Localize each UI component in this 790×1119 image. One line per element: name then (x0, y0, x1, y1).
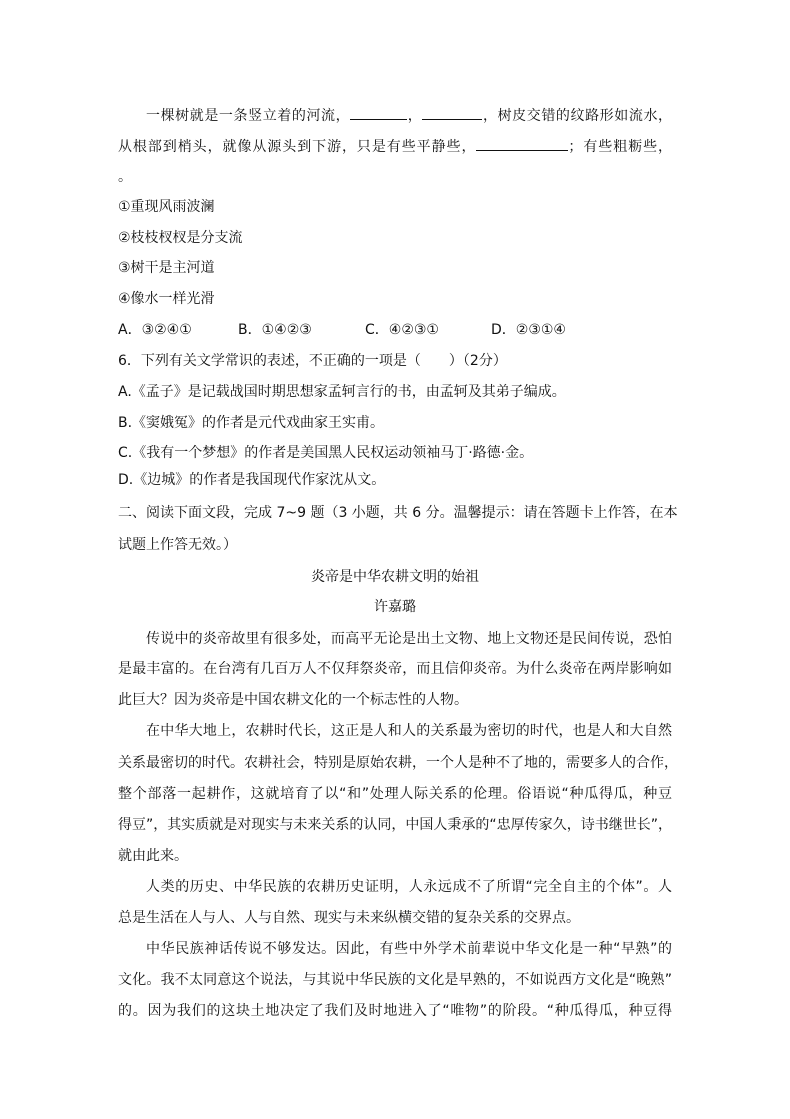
article-line: 是最丰富的。在台湾有几百万人不仅拜祭炎帝，而且信仰炎帝。为什么炎帝在两岸影响如 (118, 661, 672, 677)
article-line: 整个部落一起耕作，这就培育了以“和”处理人际关系的伦理。俗语说“种瓜得瓜，种豆 (118, 786, 672, 802)
q6-stem: 6．下列有关文学常识的表述，不正确的一项是（ ）（2分） (118, 353, 507, 369)
article-line: 此巨大？因为炎帝是中国农耕文化的一个标志性的人物。 (118, 692, 468, 708)
q5-item: ②枝枝杈杈是分支流 (118, 230, 243, 246)
q5-line-1: 一棵树就是一条竖立着的河流， ， ，树皮交错的纹路形如流水， (146, 105, 672, 125)
q5-option-b: B．①④②③ (238, 322, 312, 338)
q5-option-c: C．④②③① (365, 322, 439, 338)
q6-option-a: A.《孟子》是记载战国时期思想家孟轲言行的书，由孟轲及其弟子编成。 (118, 384, 566, 400)
article-line: 得豆”，其实质就是对现实与未来关系的认同，中国人秉承的“忠厚传家久，诗书继世长”， (118, 817, 672, 833)
article-line: 传说中的炎帝故里有很多处，而高平无论是出土文物、地上文物还是民间传说，恐怕 (146, 631, 672, 647)
article-author: 许嘉璐 (374, 599, 416, 615)
article-line: 人类的历史、中华民族的农耕历史证明，人永远成不了所谓“完全自主的个体”。人 (146, 879, 672, 895)
article-line: 就由此来。 (118, 848, 188, 864)
q6-option-b: B.《窦娥冤》的作者是元代戏曲家王实甫。 (118, 415, 385, 431)
q5-item: ③树干是主河道 (118, 260, 215, 276)
article-line: 文化。我不太同意这个说法，与其说中华民族的文化是早熟的，不如说西方文化是“晚熟” (118, 972, 672, 988)
article-title: 炎帝是中华农耕文明的始祖 (311, 569, 479, 585)
article-line: 关系最密切的时代。农耕社会，特别是原始农耕，一个人是种不了地的，需要多人的合作， (118, 755, 678, 771)
q5-item: ④像水一样光滑 (118, 291, 215, 307)
article-line: 中华民族神话传说不够发达。因此，有些中外学术前辈说中华文化是一种“早熟”的 (146, 941, 672, 957)
q5-line-2: 从根部到梢头，就像从源头到下游，只是有些平静些， ；有些粗粝些， (118, 136, 672, 156)
answer-blank-1 (350, 105, 407, 120)
q6-option-d: D.《边城》的作者是我国现代作家沈从文。 (118, 472, 386, 488)
answer-blank-3 (476, 136, 568, 151)
article-line: 总是生活在人与人、人与自然、现实与未来纵横交错的复杂关系的交界点。 (118, 910, 580, 926)
q5-options (118, 320, 566, 340)
article-line: 在中华大地上，农耕时代长，这正是人和人的关系最为密切的时代，也是人和大自然 (146, 723, 672, 739)
section2-heading-line-1: 二、阅读下面文段，完成 7~9 题（3 小题，共 6 分。温馨提示：请在答题卡上作答，在本 (118, 505, 678, 521)
section2-heading-line-2: 试题上作答无效。） (118, 537, 237, 553)
q5-option-d: D．②③①④ (491, 322, 566, 338)
q5-item: ①重现风雨波澜 (118, 199, 215, 215)
q6-option-c: C.《我有一个梦想》的作者是美国黑人民权运动领袖马丁·路德·金。 (118, 445, 534, 461)
q5-line-3: 。 (118, 169, 132, 185)
answer-blank-2 (422, 105, 482, 120)
article-line: 的。因为我们的这块土地决定了我们及时地进入了“唯物”的阶段。“种瓜得瓜，种豆得 (118, 1003, 672, 1019)
q5-option-a: A．③②④① (118, 322, 192, 338)
